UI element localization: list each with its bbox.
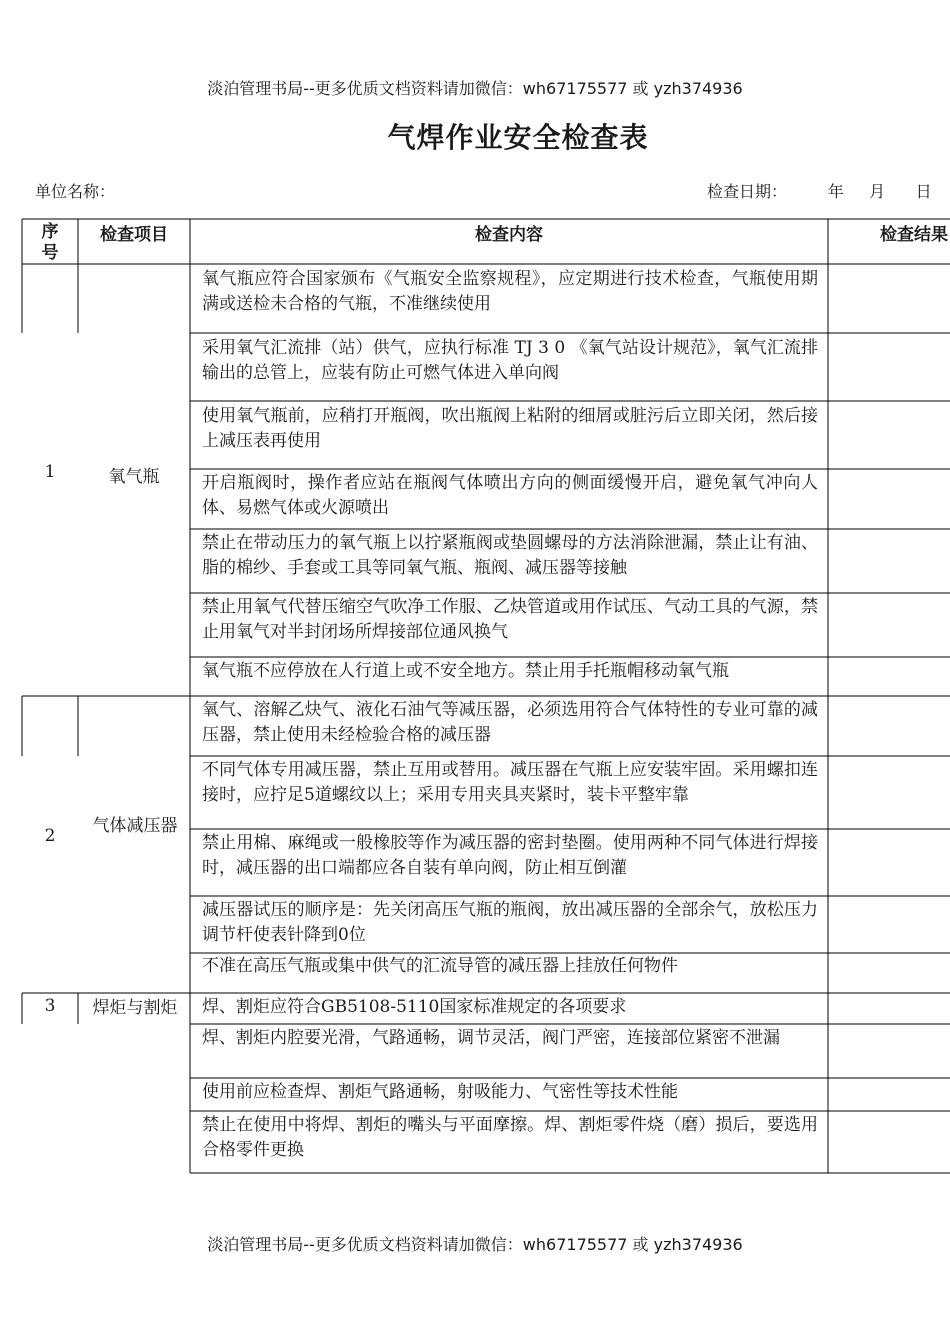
check-content: 不准在高压气瓶或集中供气的汇流导管的减压器上挂放任何物件 <box>202 956 678 976</box>
group-item: 氧气瓶 <box>108 467 160 487</box>
check-content: 减压器试压的顺序是：先关闭高压气瓶的瓶阀，放出减压器的全部余气，放松压力调节杆使表针降到0位 <box>202 900 818 945</box>
column-header-result: 检查结果 <box>880 225 948 245</box>
group-item: 气体减压器 <box>92 816 178 836</box>
group-seq: 1 <box>44 462 56 482</box>
check-content: 禁止用棉、麻绳或一般橡胶等作为减压器的密封垫圈。使用两种不同气体进行焊接时，减压器的出口端都应各自装有单向阀，防止相互倒灌 <box>202 833 818 878</box>
check-content: 氧气瓶不应停放在人行道上或不安全地方。禁止用手托瓶帽移动氧气瓶 <box>202 661 729 681</box>
check-content: 使用前应检查焊、割炬气路通畅，射吸能力、气密性等技术性能 <box>202 1082 678 1102</box>
check-content: 禁止用氧气代替压缩空气吹净工作服、乙炔管道或用作试压、气动工具的气源，禁止用氧气对半封闭场所焊接部位通风换气 <box>202 597 818 642</box>
check-content: 焊、割炬应符合GB5108-5110国家标准规定的各项要求 <box>202 997 627 1017</box>
check-content: 采用氧气汇流排（站）供气，应执行标准 TJ 3 0 《氧气站设计规范》，氧气汇流排输出的总管上，应装有防止可燃气体进入单向阀 <box>202 338 818 383</box>
column-header-seq: 序号 <box>41 222 59 263</box>
unit-name-label: 单位名称： <box>35 182 116 201</box>
page-title: 气焊作业安全检查表 <box>387 121 649 154</box>
check-content: 氧气瓶应符合国家颁布《气瓶安全监察规程》，应定期进行技术检查，气瓶使用期满或送检未合格的气瓶，不准继续使用 <box>202 269 818 314</box>
check-content: 禁止在使用中将焊、割炬的嘴头与平面摩擦。焊、割炬零件烧（磨）损后，要选用合格零件更换 <box>202 1115 818 1160</box>
inspection-date-label: 检查日期： 年 月 日 <box>707 182 932 201</box>
check-content: 氧气、溶解乙炔气、液化石油气等减压器，必须选用符合气体特性的专业可靠的减压器，禁止使用未经检验合格的减压器 <box>202 700 818 745</box>
check-content: 禁止在带动压力的氧气瓶上以拧紧瓶阀或垫圆螺母的方法消除泄漏，禁止让有油、脂的棉纱、手套或工具等同氧气瓶、瓶阀、减压器等接触 <box>202 533 818 578</box>
column-header-content: 检查内容 <box>475 225 543 245</box>
group-seq: 2 <box>44 826 56 846</box>
check-content: 焊、割炬内腔要光滑，气路通畅，调节灵活，阀门严密，连接部位紧密不泄漏 <box>202 1028 780 1048</box>
footer-note: 淡泊管理书局--更多优质文档资料请加微信：wh67175577 或 yzh374936 <box>207 1235 743 1254</box>
header-note: 淡泊管理书局--更多优质文档资料请加微信：wh67175577 或 yzh374936 <box>207 79 743 98</box>
group-item: 焊炬与割炬 <box>92 998 178 1018</box>
group-seq: 3 <box>44 996 56 1016</box>
check-content: 不同气体专用减压器，禁止互用或替用。减压器在气瓶上应安装牢固。采用螺扣连接时，应拧足5道螺纹以上；采用专用夹具夹紧时，装卡平整牢靠 <box>202 760 818 805</box>
check-content: 开启瓶阀时，操作者应站在瓶阀气体喷出方向的侧面缓慢开启，避免氧气冲向人体、易燃气体或火源喷出 <box>202 473 818 518</box>
check-content: 使用氧气瓶前，应稍打开瓶阀，吹出瓶阀上粘附的细屑或脏污后立即关闭，然后接上减压表再使用 <box>202 406 818 451</box>
column-header-item: 检查项目 <box>100 225 168 245</box>
